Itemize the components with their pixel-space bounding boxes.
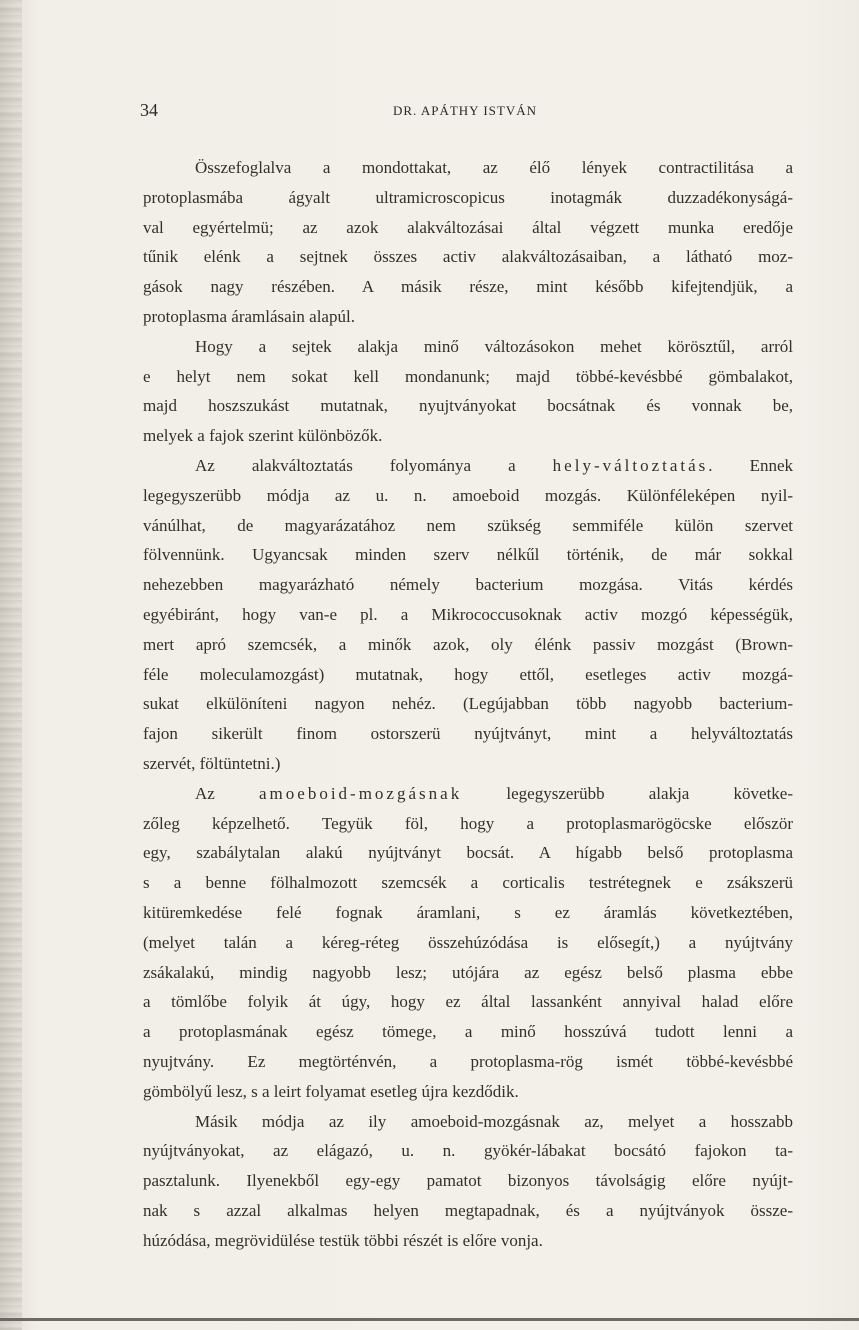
text-line: Hogy a sejtek alakja minő változásokon mehet körösztűl, arról	[195, 336, 793, 356]
spaced-term: hely-változtatás	[552, 455, 709, 475]
text-line: egyébiránt, hogy van-e pl. a Mikrococcusoknak activ mozgó képességük,	[143, 604, 793, 624]
text-line: zsákalakú, mindig nagyobb lesz; utójára az egész belső plasma ebbe	[143, 962, 793, 982]
text-line-with-spaced-term	[143, 451, 793, 481]
text-line: Összefoglalva a mondottakat, az élő lények contractilitása a	[195, 158, 793, 177]
text-line: nyújtványokat, az elágazó, u. n. gyökér-lábakat bocsátó fajokon ta-	[143, 1141, 793, 1161]
text-line: húzódása, megrövidülése testük többi részét is előre vonja.	[143, 1230, 543, 1250]
text-line-with-spaced-term	[143, 779, 793, 809]
text-line: a protoplasmának egész tömege, a minő hosszúvá tudott lenni a	[143, 1022, 793, 1042]
text-line: e helyt nem sokat kell mondanunk; majd többé-kevésbbé gömbalakot,	[143, 366, 793, 386]
text-line: gömbölyű lesz, s a leirt folyamat esetleg újra kezdődik.	[143, 1081, 519, 1101]
running-head: DR. APÁTHY ISTVÁN	[393, 103, 537, 118]
text-line: gások nagy részében. A másik része, mint később kifejtendjük, a	[143, 277, 793, 297]
text-line: melyek a fajok szerint különbözők.	[143, 426, 383, 446]
bottom-scan-rule	[0, 1318, 859, 1321]
page-number: 34	[140, 100, 158, 120]
text-line: tűnik elénk a sejtnek összes activ alakváltozásaiban, a látható moz-	[143, 247, 793, 267]
page-binding-edge	[0, 0, 22, 1330]
text-line: kitüremkedése felé fognak áramlani, s ez áramlás következtében,	[143, 902, 793, 922]
text-line: fölvennünk. Ugyancsak minden szerv nélkűl történik, de már sokkal	[143, 545, 793, 565]
text-line: nyujtvány. Ez megtörténvén, a protoplasma-rög ismét többé-kevésbbé	[143, 1051, 793, 1071]
text-line: Másik módja az ily amoeboid-mozgásnak az, melyet a hosszabb	[195, 1111, 793, 1131]
text-line: val egyértelmü; az azok alakváltozásai által végzett munka eredője	[143, 217, 793, 237]
line-lead: Az alakváltoztatás folyományа a	[195, 455, 553, 475]
text-line: majd hoszszukást mutatnak, nyujtványokat bocsátnak és vonnak be,	[143, 396, 793, 416]
text-line: a tömlőbe folyik át úgy, hogy ez által lassanként annyival halad előre	[143, 992, 793, 1012]
text-line: protoplasmába ágyalt ultramicroscopicus inotagmák duzzadékonyságá-	[143, 187, 793, 207]
text-line: protoplasma áramlásain alapúl.	[143, 306, 355, 326]
text-line: s a benne fölhalmozott szemcsék a corticalis testrétegnek e zsákszerü	[143, 873, 793, 893]
spaced-term: amoeboid-mozgásnak	[259, 783, 463, 803]
text-line: féle moleculamozgást) mutatnak, hogy ettől, esetleges activ mozgá-	[143, 664, 793, 684]
text-line: sukat elkülöníteni nagyon nehéz. (Legújabban több nagyobb bacterium-	[143, 694, 793, 714]
line-lead: Az	[195, 783, 260, 803]
text-line: legegyszerübb módja az u. n. amoeboid mozgás. Különféleképen nyil-	[143, 485, 793, 505]
text-line: nehezebben magyarázható némely bacterium mozgása. Vitás kérdés	[143, 575, 793, 595]
text-line: zőleg képzelhető. Tegyük föl, hogy a protoplasmarögöcske először	[143, 813, 793, 833]
text-line: (melyet talán a kéreg-réteg összehúzódása is elősegít,) a nyújtvány	[143, 932, 793, 952]
page-body-text	[143, 153, 793, 1255]
text-line: szervét, föltüntetni.)	[143, 753, 281, 773]
text-line: mert apró szemcsék, a minők azok, oly élénk passiv mozgást (Brown-	[143, 634, 793, 654]
line-tail: legegyszerübb alakja követke-	[462, 783, 793, 803]
text-line: nak s azzal alkalmas helyen megtapadnak, és a nyújtványok össze-	[143, 1200, 793, 1220]
page-header	[140, 100, 790, 124]
text-line: egy, szabálytalan alakú nyújtványt bocsát. A hígabb belső protoplasma	[143, 843, 793, 863]
text-line: pasztalunk. Ilyenekből egy-egy pamatot bizonyos távolságig előre nyújt-	[143, 1171, 793, 1191]
text-line: vánúlhat, de magyarázatához nem szükség semmiféle külön szervet	[143, 515, 793, 535]
text-line: fajon sikerült finom ostorszerü nyújtványt, mint a helyváltoztatás	[143, 724, 793, 744]
line-tail: . Ennek	[708, 455, 793, 475]
